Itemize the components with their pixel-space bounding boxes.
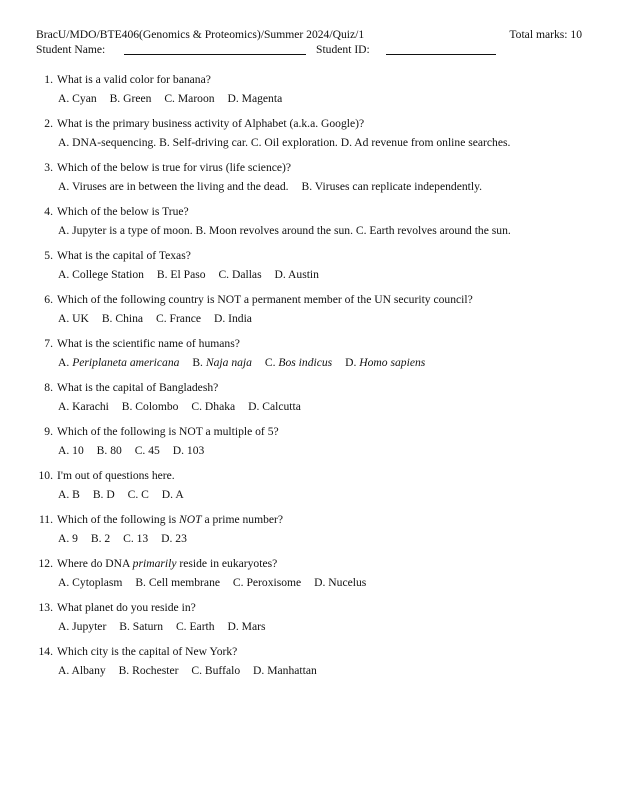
- question-text: What is the capital of Texas?: [57, 249, 191, 262]
- option-a: A. 9: [58, 532, 78, 545]
- student-name-field[interactable]: [124, 54, 306, 55]
- option-b: B. Cell membrane: [135, 576, 221, 589]
- option-c: C. 45: [134, 444, 160, 457]
- question-text: I'm out of questions here.: [57, 469, 175, 482]
- question-number: 10.: [38, 469, 53, 482]
- question-number: 9.: [44, 425, 53, 438]
- question-text: Where do DNA primarily reside in eukaryotes?: [57, 557, 278, 570]
- student-id-label: Student ID:: [316, 43, 370, 56]
- course-title: BracU/MDO/BTE406(Genomics & Proteomics)/Summer 2024/Quiz/1: [36, 28, 365, 41]
- option-a: A. B: [58, 488, 80, 501]
- option-b: B. D: [92, 488, 115, 501]
- question-number: 1.: [44, 73, 53, 86]
- question-number: 11.: [38, 513, 53, 526]
- option-c: C. Buffalo: [191, 664, 241, 677]
- option-b: B. 2: [90, 532, 111, 545]
- option-b: B. Saturn: [119, 620, 164, 633]
- option-b: B. Moon revolves around the sun.: [195, 224, 353, 237]
- question-12: [36, 556, 582, 590]
- question-14: [36, 644, 582, 678]
- option-a: A. Jupyter: [58, 620, 107, 633]
- option-c: C. 13: [123, 532, 149, 545]
- question-2: [36, 116, 582, 150]
- option-b: B. Viruses can replicate independently.: [301, 180, 483, 193]
- question-6: [36, 292, 582, 326]
- question-number: 6.: [44, 293, 53, 306]
- option-b: B. Colombo: [121, 400, 179, 413]
- option-a: A. UK: [58, 312, 89, 325]
- quiz-header: [36, 27, 582, 57]
- option-d: D. India: [213, 312, 252, 325]
- option-d: D. Magenta: [227, 92, 283, 105]
- option-b: B. China: [101, 312, 144, 325]
- option-c: C. Earth: [175, 620, 215, 633]
- question-3: [36, 160, 582, 194]
- option-d: D. Homo sapiens: [345, 356, 426, 369]
- option-d: D. Manhattan: [253, 664, 317, 677]
- option-c: C. Earth revolves around the sun.: [355, 224, 511, 237]
- option-b: B. Naja naja: [192, 356, 252, 369]
- question-list: [36, 68, 582, 678]
- option-d: D. A: [161, 488, 184, 501]
- question-text: What is the primary business activity of Alphabet (a.k.a. Google)?: [57, 117, 365, 130]
- option-d: D. Mars: [227, 620, 266, 633]
- student-name-label: Student Name:: [36, 43, 106, 56]
- option-a: A. 10: [58, 444, 84, 457]
- question-text: Which of the following country is NOT a permanent member of the UN security council?: [57, 293, 473, 306]
- option-c: C. Oil exploration.: [250, 136, 338, 149]
- option-c: C. France: [155, 312, 202, 325]
- question-8: [36, 380, 582, 414]
- question-13: [36, 600, 582, 634]
- question-text: Which city is the capital of New York?: [57, 645, 238, 658]
- question-9: [36, 424, 582, 458]
- question-number: 13.: [38, 601, 53, 614]
- option-b: B. Green: [109, 92, 152, 105]
- question-number: 4.: [44, 205, 53, 218]
- question-number: 2.: [44, 117, 53, 130]
- question-text: What planet do you reside in?: [57, 601, 196, 614]
- option-a: A. Cytoplasm: [58, 576, 123, 589]
- option-d: D. 23: [161, 532, 187, 545]
- option-d: D. Ad revenue from online searches.: [340, 136, 511, 149]
- option-d: D. Calcutta: [248, 400, 301, 413]
- option-c: C. Dallas: [218, 268, 262, 281]
- student-id-field[interactable]: [386, 54, 496, 55]
- option-d: D. Austin: [274, 268, 319, 281]
- option-a: A. Viruses are in between the living and the dead.: [58, 180, 289, 193]
- option-a: A. College Station: [58, 268, 144, 281]
- question-1: [36, 72, 582, 106]
- option-b: B. Rochester: [118, 664, 179, 677]
- question-text: What is the scientific name of humans?: [57, 337, 240, 350]
- question-10: [36, 468, 582, 502]
- question-5: [36, 248, 582, 282]
- option-c: C. Maroon: [164, 92, 215, 105]
- option-b: B. Self-driving car.: [159, 136, 248, 149]
- question-number: 12.: [38, 557, 53, 570]
- option-c: C. Dhaka: [191, 400, 236, 413]
- question-text: Which of the following is NOT a prime number?: [57, 513, 284, 526]
- question-text: What is a valid color for banana?: [57, 73, 211, 86]
- question-text: Which of the below is true for virus (life science)?: [57, 161, 292, 174]
- option-d: D. 103: [172, 444, 205, 457]
- question-text: What is the capital of Bangladesh?: [57, 381, 219, 394]
- option-c: C. Bos indicus: [264, 356, 333, 369]
- option-c: C. C: [127, 488, 149, 501]
- option-a: A. Albany: [58, 664, 106, 677]
- option-a: A. DNA-sequencing.: [58, 136, 157, 149]
- question-text: Which of the below is True?: [57, 205, 189, 218]
- question-11: [36, 512, 582, 546]
- option-c: C. Peroxisome: [232, 576, 302, 589]
- option-a: A. Cyan: [58, 92, 97, 105]
- question-4: [36, 204, 582, 238]
- option-a: A. Jupyter is a type of moon.: [58, 224, 193, 237]
- question-number: 7.: [44, 337, 53, 350]
- question-number: 14.: [38, 645, 53, 658]
- option-a: A. Periplaneta americana: [58, 356, 180, 369]
- question-7: [36, 336, 582, 370]
- option-d: D. Nucelus: [314, 576, 367, 589]
- option-b: B. El Paso: [156, 268, 206, 281]
- question-number: 3.: [44, 161, 53, 174]
- option-b: B. 80: [96, 444, 122, 457]
- question-number: 8.: [44, 381, 53, 394]
- option-a: A. Karachi: [58, 400, 109, 413]
- question-text: Which of the following is NOT a multiple of 5?: [57, 425, 279, 438]
- question-number: 5.: [44, 249, 53, 262]
- total-marks: Total marks: 10: [509, 28, 582, 41]
